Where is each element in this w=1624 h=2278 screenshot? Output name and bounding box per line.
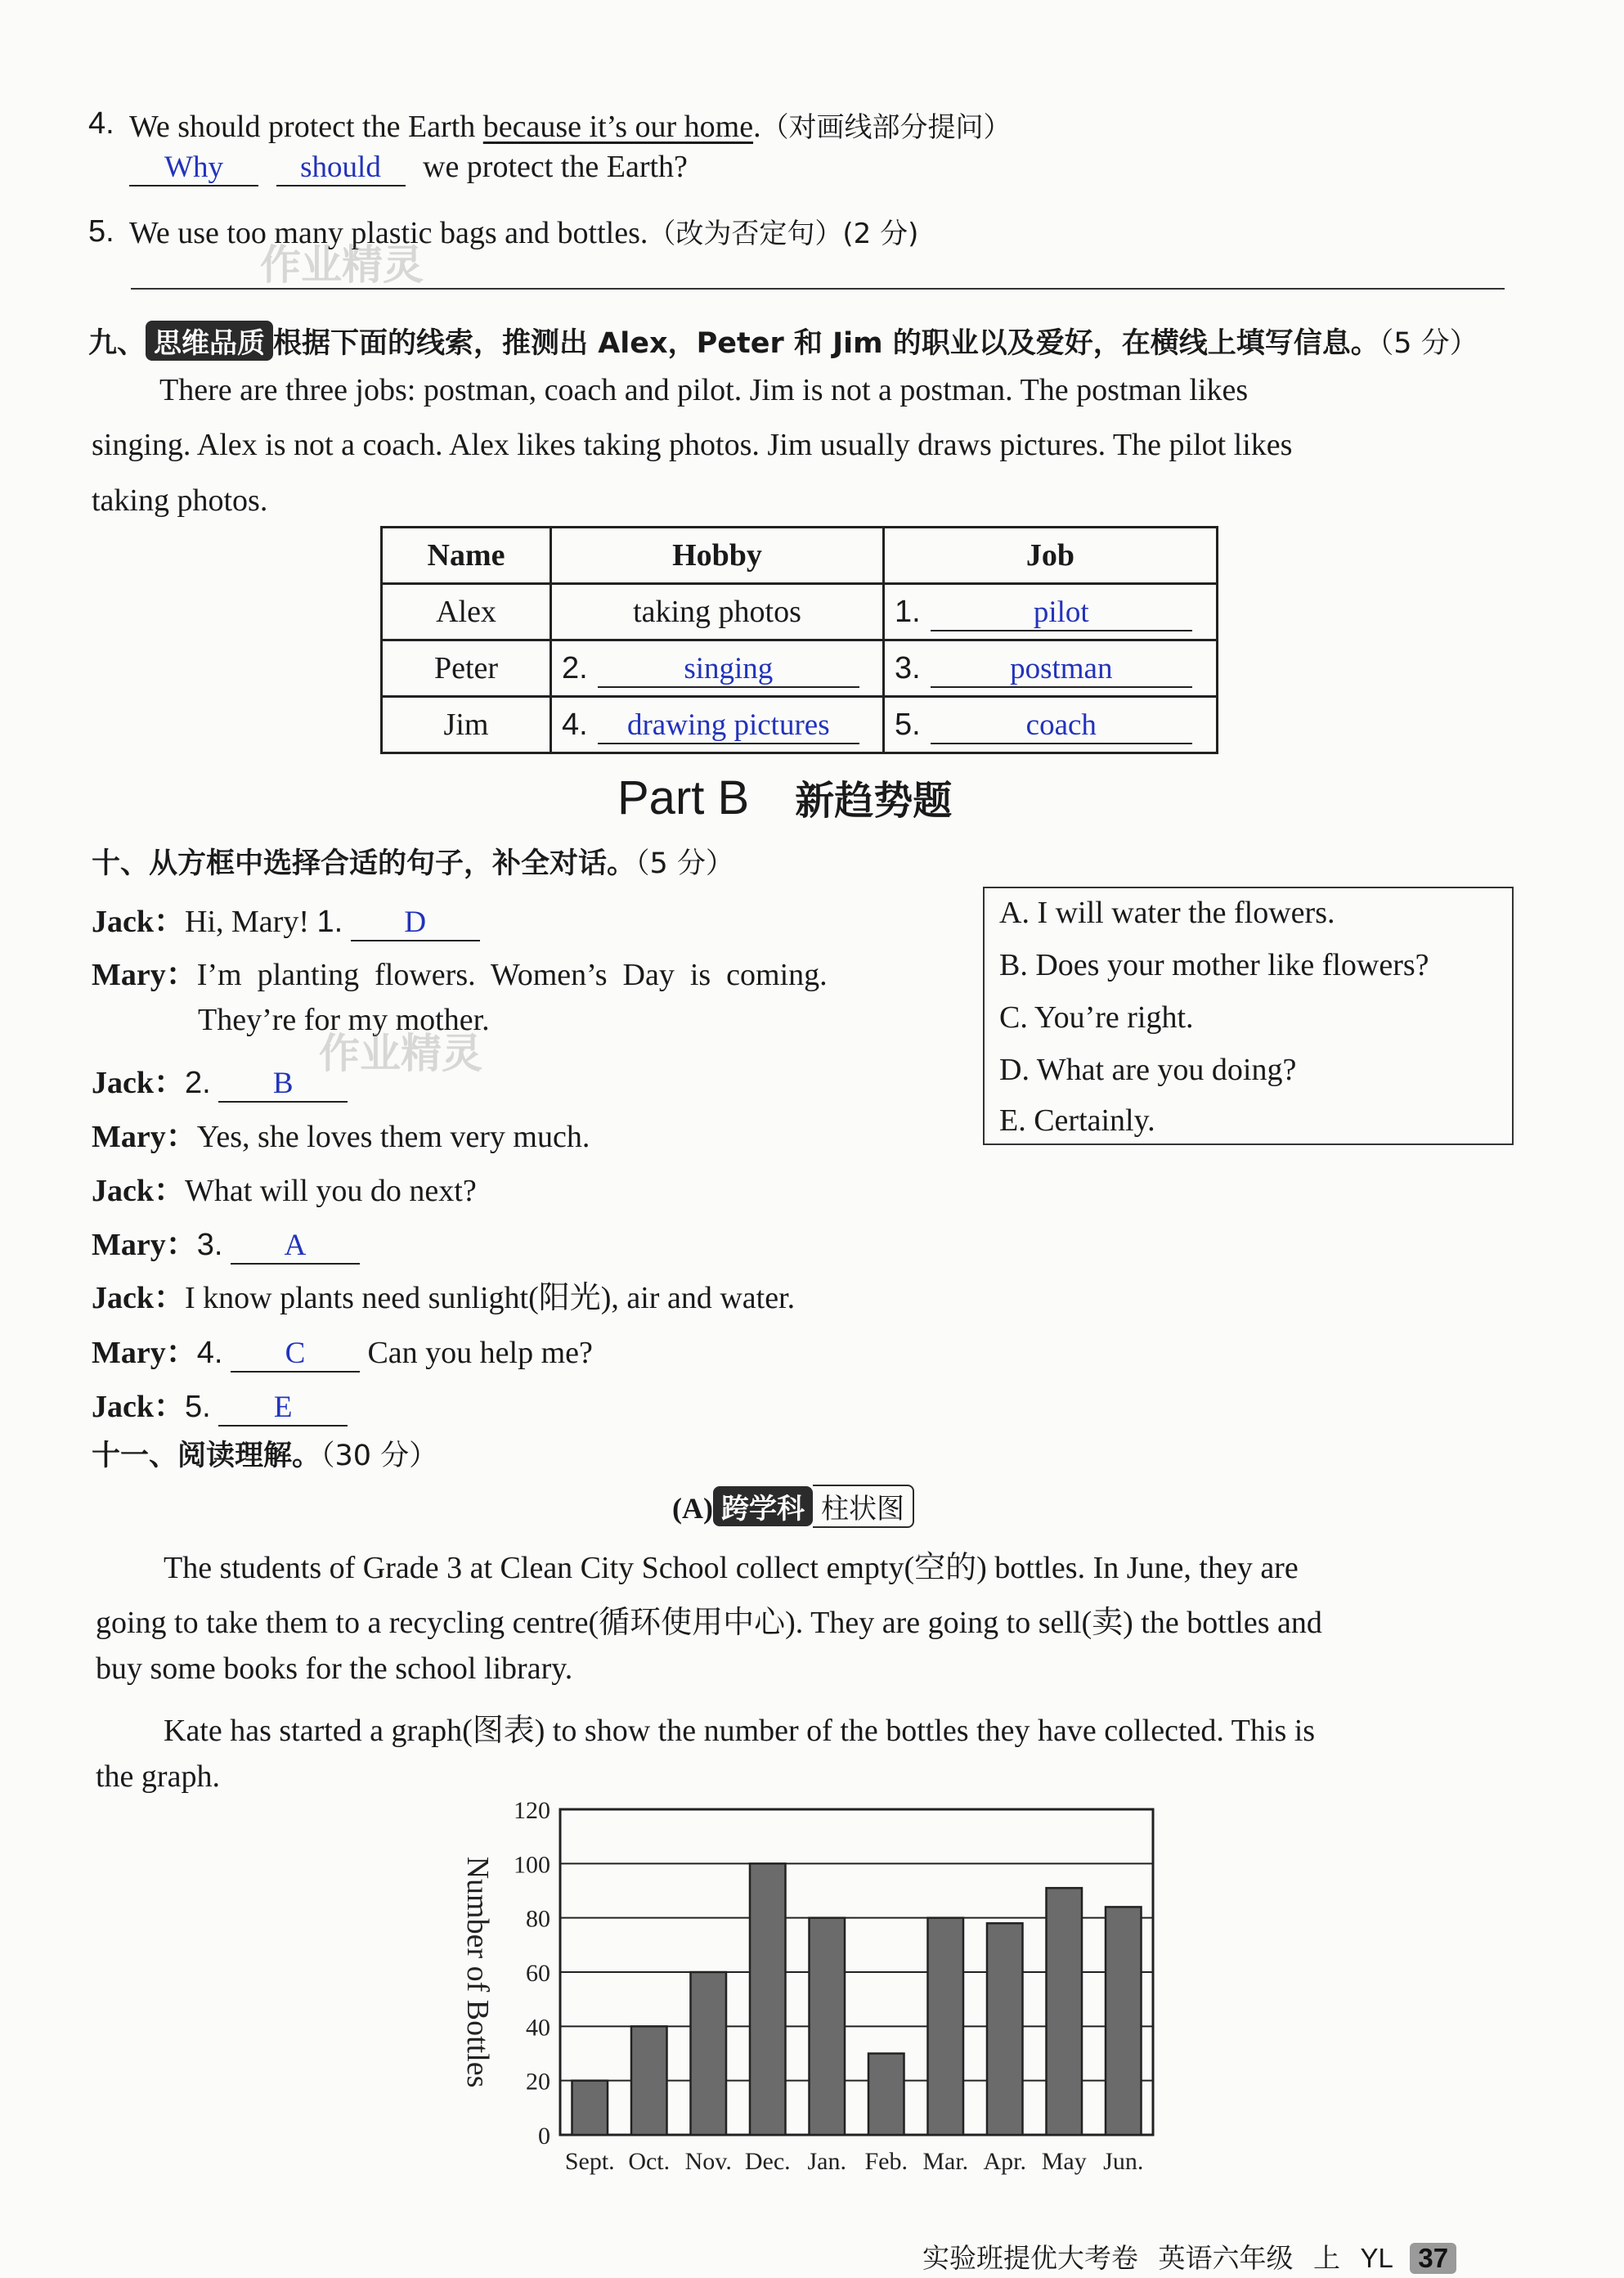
dialog-line-5: Mary：Yes, she loves them very much. <box>92 1120 590 1154</box>
option-b: B. Does your mother like flowers? <box>999 948 1429 982</box>
x-tick-label: Jan. <box>807 2148 846 2175</box>
s9-line-2: singing. Alex is not a coach. Alex likes taking photos. Jim usually draws pictures. The pilot likes <box>92 428 1293 462</box>
y-tick-label: 0 <box>538 2123 550 2150</box>
header-job: Job <box>884 528 1218 584</box>
dialog-blank-5[interactable]: E <box>218 1389 348 1427</box>
table-header-row <box>382 528 1218 584</box>
passage-line-4: Kate has started a graph(图表) to show the number of the bottles they have collected. This is <box>164 1714 1316 1748</box>
table-row: Alex taking photos 1. pilot <box>382 584 1218 640</box>
dialog-line-4: Jack：2. B <box>92 1057 348 1103</box>
dialog-blank-2[interactable]: B <box>218 1065 348 1103</box>
thinking-badge: 思维品质 <box>146 321 273 361</box>
q5-text: We use too many plastic bags and bottles.（改为否定句）(2 分) <box>129 216 919 250</box>
bar <box>750 1863 786 2135</box>
dialog-blank-4[interactable]: C <box>231 1335 360 1373</box>
options-box <box>983 887 1514 1145</box>
x-tick-label: Nov. <box>684 2148 732 2175</box>
passage-line-5: the graph. <box>96 1759 220 1794</box>
dialog-line-3: They’re for my mother. <box>198 1003 490 1037</box>
q4-blank-2[interactable]: should <box>276 149 406 186</box>
hobby-blank-4[interactable]: drawing pictures <box>598 706 859 744</box>
passage-line-1: The students of Grade 3 at Clean City School collect empty(空的) bottles. In June, they are <box>164 1551 1299 1585</box>
dialog-line-6: Jack：What will you do next? <box>92 1174 477 1208</box>
header-hobby: Hobby <box>551 528 884 584</box>
s9-line-3: taking photos. <box>92 483 268 518</box>
dialog-line-2: Mary：I’m planting flowers. Women’s Day is coming. <box>92 958 828 992</box>
y-tick-label: 20 <box>526 2068 550 2096</box>
dialog-blank-3[interactable]: A <box>231 1227 360 1265</box>
passage-line-3: buy some books for the school library. <box>96 1651 573 1686</box>
bar <box>928 1918 964 2135</box>
job-blank-5[interactable]: coach <box>931 706 1192 744</box>
bottles-bar-chart <box>433 1799 1186 2200</box>
footer-subject: 英语六年级 <box>1158 2242 1294 2274</box>
passage-a-label: (A) 跨学科 柱状图 <box>672 1485 914 1528</box>
footer <box>922 2237 1456 2276</box>
page-number: 37 <box>1410 2243 1456 2274</box>
q4-underlined: because it’s our home <box>482 110 754 144</box>
y-tick-label: 40 <box>526 2014 550 2042</box>
bar <box>631 2026 667 2135</box>
x-tick-label: Feb. <box>864 2148 908 2175</box>
dialog-line-10: Jack：5. E <box>92 1381 348 1427</box>
divider <box>131 288 1505 290</box>
x-tick-label: Mar. <box>922 2148 969 2175</box>
dialog-line-7: Mary：3. A <box>92 1219 360 1265</box>
s9-line-1: There are three jobs: postman, coach and pilot. Jim is not a postman. The postman likes <box>159 373 1249 407</box>
footer-ed: YL <box>1360 2243 1393 2273</box>
table-row: Peter 2. singing 3. postman <box>382 640 1218 697</box>
table-row: Jim 4. drawing pictures 5. coach <box>382 697 1218 753</box>
section-9-heading: 九、 思维品质 根据下面的线索，推测出 Alex，Peter 和 Jim 的职业以及爱好，在横线上填写信息。（5 分） <box>88 321 1478 362</box>
option-e: E. Certainly. <box>999 1103 1155 1138</box>
q5-number: 5. <box>88 214 114 249</box>
info-table <box>380 526 1218 754</box>
cross-subject-badge: 跨学科 <box>713 1486 813 1526</box>
section-11-heading: 十一、阅读理解。（30 分） <box>92 1440 438 1472</box>
watermark-1: 作业精灵 <box>260 241 424 289</box>
y-axis-label: Number of Bottles <box>460 1856 495 2088</box>
dialog-line-8: Jack：I know plants need sunlight(阳光), air and water. <box>92 1281 796 1315</box>
bar-chart-badge: 柱状图 <box>813 1485 914 1528</box>
bar <box>868 2054 904 2136</box>
x-tick-label: Sept. <box>564 2148 615 2175</box>
watermark-2: 作业精灵 <box>319 1030 482 1077</box>
dialog-blank-1[interactable]: D <box>351 904 480 941</box>
q4-answer-line: Why should we protect the Earth? <box>129 149 688 186</box>
dialog-line-1: Jack：Hi, Mary! 1. D <box>92 896 480 941</box>
bar <box>987 1923 1023 2135</box>
option-d: D. What are you doing? <box>999 1053 1297 1087</box>
option-a: A. I will water the flowers. <box>999 896 1335 930</box>
x-tick-label: Apr. <box>983 2148 1026 2175</box>
x-tick-label: Dec. <box>744 2148 791 2175</box>
y-tick-label: 60 <box>526 1960 550 1987</box>
part-b-title: Part B 新趋势题 <box>617 771 953 824</box>
x-tick-label: May <box>1041 2148 1087 2175</box>
q4-text: We should protect the Earth because it’s our home.（对画线部分提问） <box>129 110 1012 144</box>
q4-blank-1[interactable]: Why <box>129 149 258 186</box>
footer-term: 上 <box>1313 2242 1340 2274</box>
bar <box>691 1972 727 2135</box>
option-c: C. You’re right. <box>999 1000 1194 1035</box>
y-tick-label: 120 <box>514 1799 550 1824</box>
dialog-line-9: Mary：4. C Can you help me? <box>92 1327 593 1373</box>
bar <box>572 2081 608 2135</box>
y-tick-label: 80 <box>526 1905 550 1933</box>
bar <box>1047 1888 1083 2135</box>
bar <box>1106 1907 1142 2135</box>
header-name: Name <box>382 528 551 584</box>
footer-book: 实验班提优大考卷 <box>922 2242 1138 2274</box>
q4-number: 4. <box>88 106 114 141</box>
section-10-heading: 十、从方框中选择合适的句子，补全对话。（5 分） <box>92 847 734 880</box>
y-tick-label: 100 <box>514 1851 550 1879</box>
x-tick-label: Oct. <box>628 2148 671 2175</box>
x-tick-label: Jun. <box>1103 2148 1144 2175</box>
hobby-blank-2[interactable]: singing <box>598 649 859 688</box>
bar <box>810 1918 846 2135</box>
job-blank-1[interactable]: pilot <box>931 593 1192 631</box>
passage-line-2: going to take them to a recycling centre(循环使用中心). They are going to sell(卖) the bottles and <box>96 1606 1322 1640</box>
job-blank-3[interactable]: postman <box>931 649 1192 688</box>
